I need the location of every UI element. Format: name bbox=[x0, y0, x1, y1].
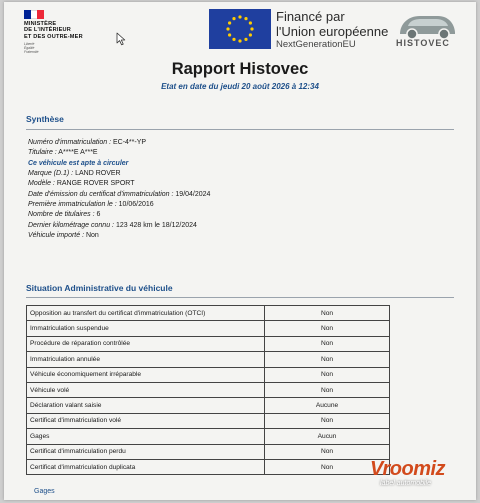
table-row: Procédure de réparation contrôlée Non bbox=[27, 336, 390, 351]
field-modele: Modèle : RANGE ROVER SPORT bbox=[28, 180, 135, 188]
table-row: Véhicule économiquement irréparable Non bbox=[27, 367, 390, 382]
eu-funding-text: Financé par l'Union européenne NextGenerationEU bbox=[276, 9, 389, 50]
table-row: Opposition au transfert du certificat d'immatriculation (OTCI) Non bbox=[27, 306, 390, 321]
eu-star-icon bbox=[249, 21, 252, 24]
eu-star-icon bbox=[250, 27, 253, 30]
eu-star-icon bbox=[238, 39, 241, 42]
table-row: Certificat d'immatriculation duplicata Non bbox=[27, 459, 390, 474]
eu-star-icon bbox=[228, 33, 231, 36]
table-row: Certificat d'immatriculation volé Non bbox=[27, 413, 390, 428]
eu-star-icon bbox=[238, 15, 241, 18]
field-nombre-titulaires: Nombre de titulaires : 6 bbox=[28, 211, 101, 219]
eu-star-icon bbox=[232, 38, 235, 41]
car-icon bbox=[394, 10, 460, 40]
synthese-fields bbox=[28, 138, 210, 241]
eu-star-icon bbox=[244, 38, 247, 41]
ministry-motto: Liberté Égalité Fraternité bbox=[24, 42, 39, 55]
field-premiere-immatriculation: Première immatriculation le : 10/06/2016 bbox=[28, 201, 154, 209]
eu-star-icon bbox=[232, 17, 235, 20]
section-divider bbox=[26, 297, 454, 298]
gages-section-label: Gages bbox=[34, 488, 55, 495]
table-row: Déclaration valant saisie Aucune bbox=[27, 398, 390, 413]
histovec-logo bbox=[394, 10, 460, 50]
watermark-name: Vroomiz bbox=[370, 458, 446, 480]
situation-table bbox=[26, 305, 390, 475]
report-page bbox=[4, 2, 476, 500]
eu-star-icon bbox=[228, 21, 231, 24]
french-flag-icon bbox=[24, 10, 44, 19]
vroomiz-watermark bbox=[370, 458, 476, 487]
field-titulaire: Titulaire : A****E A***E bbox=[28, 149, 98, 157]
table-row: Immatriculation suspendue Non bbox=[27, 321, 390, 336]
report-title: Rapport Histovec bbox=[171, 60, 309, 78]
situation-heading: Situation Administrative du véhicule bbox=[26, 283, 173, 293]
table-row: Véhicule volé Non bbox=[27, 382, 390, 397]
section-divider bbox=[26, 129, 454, 130]
eu-star-icon bbox=[244, 17, 247, 20]
eu-flag-icon bbox=[209, 9, 271, 49]
ministry-name: MINISTÈRE DE L'INTÉRIEUR ET DES OUTRE-MER bbox=[24, 21, 83, 40]
eu-star-icon bbox=[249, 33, 252, 36]
report-date: Etat en date du jeudi 20 août 2026 à 12:34 bbox=[161, 82, 319, 91]
synthese-heading: Synthèse bbox=[26, 114, 64, 124]
mouse-cursor-icon bbox=[116, 32, 128, 46]
watermark-tagline: label automobile bbox=[380, 480, 431, 487]
table-row: Immatriculation annulée Non bbox=[27, 352, 390, 367]
eu-star-icon bbox=[226, 27, 229, 30]
table-row: Certificat d'immatriculation perdu Non bbox=[27, 444, 390, 459]
field-date-emission: Date d'émission du certificat d'immatriculation : 19/04/2024 bbox=[28, 190, 211, 198]
field-kilometrage: Dernier kilométrage connu : 123 428 km le 18/12/2024 bbox=[28, 221, 197, 229]
field-vehicule-importe: Véhicule importé : Non bbox=[28, 232, 99, 240]
histovec-name: HISTOVEC bbox=[396, 38, 450, 48]
field-immatriculation: Numéro d'immatriculation : EC-4**-YP bbox=[28, 139, 147, 146]
field-apte-circuler: Ce véhicule est apte à circuler bbox=[28, 159, 129, 167]
table-row: Gages Aucun bbox=[27, 429, 390, 444]
field-marque: Marque (D.1) : LAND ROVER bbox=[28, 170, 121, 178]
